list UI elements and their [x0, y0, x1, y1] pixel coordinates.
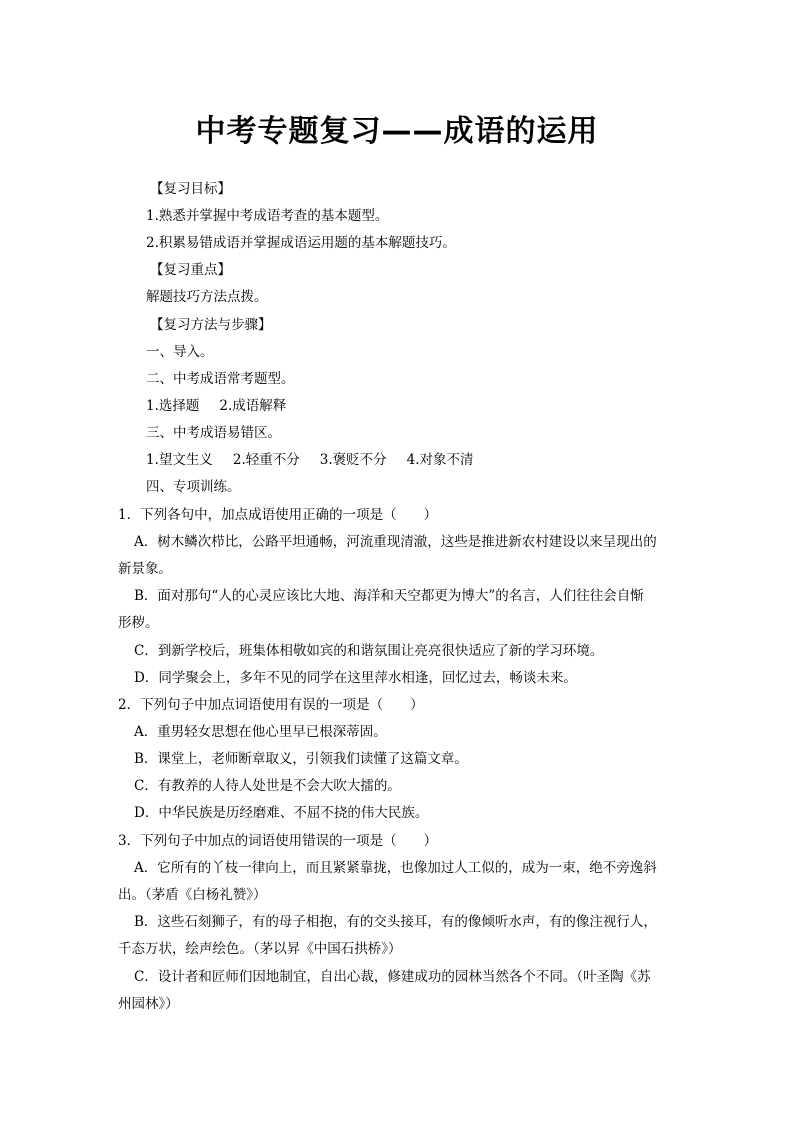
question-option-continued: 千态万状，绘声绘色。（茅以昇《中国石拱桥》）: [118, 941, 402, 957]
goal-item: 2.积累易错成语并掌握成语运用题的基本解题技巧。: [146, 235, 456, 251]
step-item: 四、专项训练。: [146, 479, 241, 495]
sub-list-item: 1.选择题: [146, 398, 200, 414]
question-3: 3．下列句子中加点的词语使用错误的一项是（ ）: [118, 833, 438, 849]
question-option: D．中华民族是历经磨难、不屈不挠的伟大民族。: [134, 805, 429, 821]
step-item: 一、导入。: [146, 344, 214, 360]
section-heading-goals: 【复习目标】: [150, 181, 231, 197]
question-option: A．树木鳞次栉比，公路平坦通畅，河流重现清澈，这些是推进新农村建设以来呈现出的: [134, 534, 657, 550]
focus-text: 解题技巧方法点拨。: [146, 289, 268, 305]
sub-list-item: 1.望文生义: [146, 452, 213, 468]
sub-list-item: 4.对象不清: [406, 452, 474, 468]
question-option: B．课堂上，老师断章取义，引领我们读懂了这篇文章。: [134, 751, 468, 767]
sub-list-item: 2.成语解释: [219, 398, 287, 414]
goal-item: 1.熟悉并掌握中考成语考查的基本题型。: [146, 208, 389, 224]
question-option: A．重男轻女思想在他心里早已根深蒂固。: [134, 724, 387, 740]
document-title: 中考专题复习——成语的运用: [195, 114, 599, 149]
question-option: B．面对那句“人的心灵应该比大地、海洋和天空都更为博大”的名言，人们往往会自惭: [134, 588, 644, 604]
question-option-continued: 出。（茅盾《白杨礼赞》）: [118, 887, 267, 903]
sub-list: [146, 451, 474, 469]
question-1: 1．下列各句中，加点成语使用正确的一项是（ ）: [118, 507, 438, 523]
sub-list-item: 3.褒贬不分: [319, 452, 387, 468]
question-option: C．有教养的人待人处世是不会大吹大擂的。: [134, 778, 401, 794]
question-2: 2．下列句子中加点词语使用有误的一项是（ ）: [118, 697, 424, 713]
question-option-continued: 形秽。: [118, 615, 159, 631]
sub-list: [146, 397, 286, 415]
section-heading-focus: 【复习重点】: [150, 262, 231, 278]
question-option: A．它所有的丫枝一律向上，而且紧紧靠拢，也像加过人工似的，成为一束，绝不旁逸斜: [134, 860, 657, 876]
question-option: B．这些石刻狮子，有的母子相抱，有的交头接耳，有的像倾听水声，有的像注视行人，: [134, 914, 657, 930]
section-heading-method: 【复习方法与步骤】: [150, 317, 272, 333]
question-option-continued: 州园林》）: [118, 996, 179, 1012]
question-option: D．同学聚会上，多年不见的同学在这里萍水相逢，回忆过去，畅谈未来。: [134, 670, 577, 686]
step-item: 二、中考成语常考题型。: [146, 371, 295, 387]
question-option: C．设计者和匠师们因地制宜，自出心裁，修建成功的园林当然各个不同。（叶圣陶《苏: [134, 969, 651, 985]
question-option: C．到新学校后，班集体相敬如宾的和谐氛围让亮亮很快适应了新的学习环境。: [134, 643, 604, 659]
sub-list-item: 2.轻重不分: [232, 452, 300, 468]
step-item: 三、中考成语易错区。: [146, 425, 281, 441]
question-option-continued: 新景象。: [118, 561, 172, 577]
